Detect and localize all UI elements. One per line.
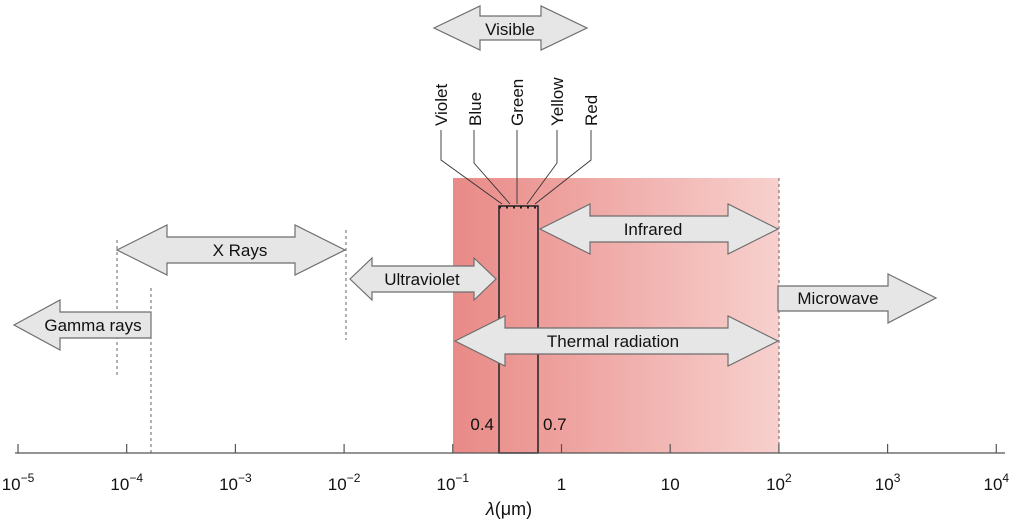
color-label-red: Red <box>582 94 601 126</box>
axis-tick-label: 1 <box>556 475 567 494</box>
axis-title <box>485 499 532 519</box>
axis-tick-label: $10^{-2}$ <box>327 471 361 494</box>
gamma-rays-label: Gamma rays <box>44 316 142 335</box>
infrared-label: Infrared <box>623 220 683 239</box>
xrays-label: X Rays <box>212 241 268 260</box>
axis-tick-label: $10^{-1}$ <box>436 471 470 494</box>
axis-title-unit: (μm) <box>494 499 533 519</box>
axis-tick-label: $10^3$ <box>874 471 901 494</box>
thermal-radiation-label: Thermal radiation <box>546 332 680 351</box>
microwave-label: Microwave <box>797 289 879 308</box>
color-label-blue: Blue <box>466 91 485 126</box>
axis-tick-label: $10^{-3}$ <box>219 471 252 494</box>
ultraviolet-label: Ultraviolet <box>384 270 460 289</box>
color-label-yellow: Yellow <box>548 77 567 126</box>
axis-tick-label: $10^{-5}$ <box>1 471 35 494</box>
axis-tick-label: 10 <box>660 475 680 494</box>
visible-lower-limit-label: 0.4 <box>470 415 494 434</box>
color-label-green: Green <box>508 78 527 126</box>
visible-upper-limit-label: 0.7 <box>543 415 567 434</box>
axis-tick-label: $10^{-4}$ <box>110 471 144 494</box>
axis-tick-label: $10^2$ <box>766 471 792 494</box>
axis-title-symbol: λ <box>485 499 495 519</box>
visible-label: Visible <box>485 20 535 39</box>
axis-tick-label: $10^4$ <box>983 471 1010 494</box>
color-label-violet: Violet <box>432 83 451 126</box>
